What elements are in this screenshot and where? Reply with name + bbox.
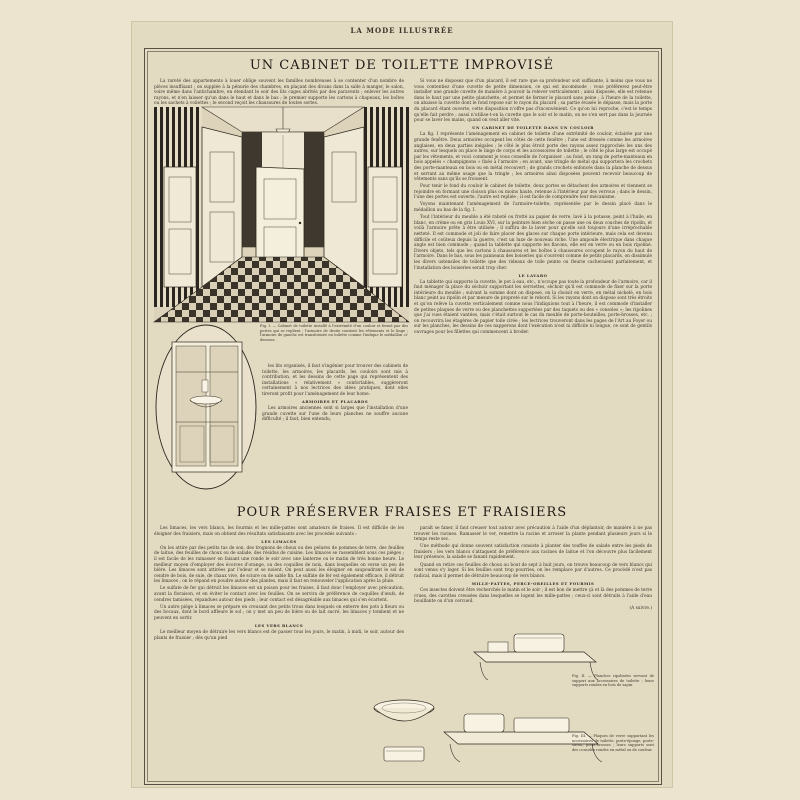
article1-right-column — [414, 79, 652, 497]
right-paragraph-3: Pour tenir le fond du couloir le cabinet de toilette, deux portes se détachent des armoires et viennent se rejoindre en formant une cloison plus ou moins haute, retenue à l'intérieur par des verrous ; dans le dessin, l'une des portes est ouverte, l'autre est repliée ; il est facile de comprendre leur mécanisme. — [414, 184, 652, 201]
article1-left-column — [262, 364, 408, 492]
subhead-mille-pattes: MILLE-PATTES, PERCE-OREILLES ET FOURMIS — [471, 580, 595, 586]
magazine-page — [132, 22, 672, 787]
subhead-vers-blancs: LES VERS BLANCS — [254, 623, 304, 628]
right-paragraph-4: Voyons maintenant l'aménagement de l'armoire-toilette, représentée par le dessin placé dans le médaillon au bas de la fig. I. — [414, 202, 652, 214]
armoire-toilette-drawing — [154, 322, 259, 492]
corridor-drawing — [154, 107, 409, 322]
fig1-caption-text: Fig. I. — Cabinet de toilette installé à l'extrémité d'un couloir et fermé par des portes qui se replient ; l'armoire de droite contient les vêtements et le linge ; l'armoire de gauche est transformée en toilette comme l'indique le médaillon ci-dessous. — [260, 324, 408, 342]
article2-right-paragraph-1: paraît se faner, il faut creuser tout autour avec précaution à l'aide d'un déplantoir, de manière à ne pas trouver les racines. Ramasser le ver, remettre la racine et arroser la plante pendant plusieurs jours si le temps reste sec. — [414, 526, 652, 543]
masthead: LA MODE ILLUSTRÉE — [350, 26, 454, 35]
limaces-paragraph-2: Le sulfate de fer qui détruit les limaces est un poison pour les fraises, il faut donc l'employer avec précaution, avant la floraison, et en éviter le contact avec les feuilles. On se servira de préférence de coquilles d'œufs, de cendres tamisées, répandues autour des pieds ; leur contact est désagréable aux limaces qui s'en écartent. — [154, 586, 404, 603]
vers-paragraph: Le meilleur moyen de détruire les vers blancs est de passer tous les jours, le matin, à midi, le soir, autour des plants de fraisier ; dès qu'un pied — [154, 630, 404, 641]
limaces-paragraph-3: Un autre piège à limaces se prépare en creusant des petits trous dans lesquels on enterre des pots à fleurs ou des bocaux, dont le bord affleure le sol ; on y met un peu de bière ou de lait sucré, les limaces y tombent et ne peuvent en sortir. — [154, 604, 404, 621]
subhead-lavabo: LE LAVABO — [518, 272, 548, 278]
fig1-caption — [260, 324, 408, 360]
right-paragraph-1: Si vous ne disposez que d'un placard, il est rare que sa profondeur soit suffisante, à moins que vous ne vous contentiez d'une cuvette de petite dimension, ce qui est incommode ; vous préférerez peut-être installer une grande cuvette de manière à pouvoir la relever verticalement ; ainsi disposée, elle est retenue dans le haut par une petite planchette, et permet de fermer le placard sans peine ; à l'heure de la toilette, on abaisse la cuvette dont le fond repose sur le rayon du placard ; sa partie évasée le dépasse, mais la porte du placard étant ouverte, cette disposition n'offre pas d'inconvénient. Ce qu'on lui reproche, c'est le temps qu'elle fait perdre ; aussi n'utilise-t-on la cuvette que le soir et le matin, on ne s'en sert pas dans la journée pour se laver les mains, quand on veut aller vite. — [414, 79, 652, 124]
limaces-paragraph-1: On les attire par des petits tas de son, des trognons de choux ou des pelures de pommes de terre, des feuilles de laitue, des feuilles de choux ou de salade, des résidus de cuisine. Les limaces se rassemblent sous ces pièges ; il est facile de les ramasser en faisant une ronde le soir avec une lanterne ou le matin de très bonne heure. Le meilleur moyen d'employer des écorces d'orange, ou des coquilles de noix, dans lesquelles on verse un peu de bière. Les limaces sont attirées par l'odeur et se noient. On peut aussi les éloigner en saupoudrant le sol de cendre de bois, de suie, de chaux vive, de sciure ou de sable fin. Le sulfate de fer est également efficace, il détruit les limaces ; on le répand en poudre autour des plantes, mais il faut en renouveler l'application après la pluie. — [154, 545, 404, 585]
article2-title: POUR PRÉSERVER FRAISES ET FRAISIERS — [236, 505, 568, 520]
article1-title: UN CABINET DE TOILETTE IMPROVISÉ — [249, 58, 555, 73]
subhead-armoires: ARMOIRES ET PLACARDS — [301, 399, 369, 405]
article2-right-column — [414, 526, 652, 622]
fig3-caption-text: Fig. III. — Plaques de verre supportant les accessoires de toilette, porte-éponge, porte-savon, porte-brosses ; leurs supports sont des consoles rondes en métal ou de couleur. — [572, 734, 654, 752]
right-paragraph-2: La fig. I représente l'aménagement en cabinet de toilette d'une extrémité de couloir, éclairée par une grande fenêtre. Deux armoires occupent les côtés de cette fenêtre ; l'une est dressée comme les armoires anglaises, en deux parties inégales ; le côté le plus étroit porte des rayons assez rapprochés les uns des autres, sur lesquels on place le linge de corps et les accessoires de toilette ; le côté le plus large est occupé par les vêtements, et voici comment je vous conseille de l'organiser : au fond, un rang de porte-manteaux en bois appelés « champignons » fixés à l'armoire ; en avant, une tringle de métal qui supportera les crochets des porte-manteaux en bois ou en métal recouvert ; de grands crochets enfoncés dans la planche de dessus et serrant au même usage que la tringle ; les armoires ainsi disposées peuvent recevoir beaucoup de vêtements sans qu'ils se froissent. — [414, 132, 652, 183]
intro-paragraph: La rareté des appartements à louer oblige souvent les familles nombreuses à se contenter d'un nombre de pièces insuffisant ; on supplée à la pénurie des chambres, en plaçant des divans dans la salle à manger, le salon, voire même dans l'antichambre, en étendant le soir des lits cages abrités par des paravents ; enlever les autres rayons, et n'en laisser qu'un dans le haut et dans le bas ; le premier supporte les cartons à chapeaux, les boîtes ou les sachets à voilettes ; le second reçoit les chaussures de toutes sortes. — [154, 79, 404, 107]
a-suivre: (A suivre.) — [629, 606, 652, 612]
article2-right-paragraph-3: Quand on retire ces feuilles de choux au bout de sept à huit jours, on trouve beaucoup de vers blancs qui sont venus s'y loger. Si les feuilles sont trop pourries, on les remplace par d'autres. Ce procédé n'est pas radical, mais il permet de détruire beaucoup de vers blancs. — [414, 562, 652, 579]
article2-intro: Les limaces, les vers blancs, les fourmis et les mille-pattes sont amateurs de fraises. Il est difficile de les éloigner des fraisiers, mais on obtient des résultats satisfaisants avec les procédés suivants : — [154, 526, 404, 537]
fig2-caption-text: Fig. II. — Planches ripolinées servant de support aux accessoires de toilette ; leurs supports rondes en bois de sapin. — [572, 674, 654, 688]
article1-intro — [154, 79, 404, 107]
left-paragraph-2: Les armoires anciennes sont si larges que l'installation d'une grande cuvette sur l'une de leurs planches ne souffre aucune difficulté ; il faut, bien entendu, — [262, 406, 408, 423]
right-paragraph-6: La tablette qui supporte la cuvette, le pot à eau, etc., n'occupe pas toute la profondeur de l'armoire, car il faut ménager la place du sèchoir supportant les serviettes, sèchoir qu'il est commode de fixer sur la porte intérieure du meuble ; suivant la somme dont on dispose, on la choisit en verre, en métal nickelé, en bois blanc peint au ripolin et par mesure de propreté sur le rebord. Si les rayons dont on dispose sont très étroits et qu'on relève la cuvette verticalement comme nous l'indiquions tout à l'heure, il est commode d'installer de petites plaques de verre ou des planchettes supportées par des taquets ou des « consoles »; les ripolines que j'ai vues étaient vantées, mais c'était surtout le cas du meuble de porte-bouteilles, porte-brosses, etc. ; on recouvrira les étagères de papier toile cirée ; les lectrices trouveront dans les pages de l'Art au Foyer ou sur les planches, les dessins de ces napperons dont l'exécution n'est ni difficile ni longue, ce sont de gentils ouvrages pour les fillettes qui commencent à broder. — [414, 279, 652, 336]
fig3-caption — [572, 734, 654, 774]
mille-paragraph: Ces insectes doivent être recherchés le matin et le soir ; il est bon de mettre çà et là des pommes de terre crues, des carottes creusées dans lesquelles se logent les mille-pattes ; ceux-ci sont détruits à l'aide d'eau bouillante ou d'un cercueil. — [414, 587, 652, 605]
armoire-toilette-medallion — [154, 322, 259, 492]
left-paragraph-1: les lits organisés, il faut s'ingénier pour trouver des cabinets de toilette, les armoires, les placards, les couloirs sont mis à contribution, et les dessins de cette page qui représentent des installations « relativement » confortables, suggèreront certainement à nos lectrices des idées pratiques, dont elles tireront profit pour l'aménagement de leur home. — [262, 364, 408, 397]
article2-right-paragraph-2: Une méthode qui donne souvent satisfaction consiste à planter des touffes de salade entre les pieds de fraisiers ; les vers blancs s'attaquent de préférence aux racines de laitue et l'on découvre plus facilement leur présence, la salade se fanant rapidement. — [414, 544, 652, 561]
fig1-corridor-illustration — [154, 107, 409, 322]
subhead-limaces: LES LIMACES — [261, 538, 297, 544]
right-paragraph-5: Tout l'intérieur du meuble a été raboté ou frotté au papier de verre, lavé à la potasse, peint à l'huile, en blanc, en crème ou en gris Louis XVI, sur la peinture bien sèche on passe une ou deux couches de ripolin, et voilà l'armoire prête à être utilisée ; il suffira de la laver pour qu'elle soit toujours d'une irréprochable netteté. Il est commode et joli de faire placer des glaces sur chaque porte intérieure, mais cela est devenu difficile et coûteux depuis la guerre, c'est un luxe de nouveau riche. Une ampoule électrique dans chaque angle est bien commode ; quand la tablette qui supporte les flacons, elle est en verre ou en bois ripoliné. Divers objets, tels que les cartons à chaussures et les boîtes à chaussures occupent le rayon du haut de l'armoire. Dans le bas, sous les panneaux des boiseries qui s'ouvrent comme de petits placards, on dissimule les divers ustensiles de toilette que des rideaux de toile peinte ou fleurie cacheraient parfaitement, et l'installation des boiseries serait trop cher. — [414, 215, 652, 271]
subhead-couloir: UN CABINET DE TOILETTE DANS UN COULOIR — [472, 125, 594, 131]
fig2-caption — [572, 674, 654, 704]
